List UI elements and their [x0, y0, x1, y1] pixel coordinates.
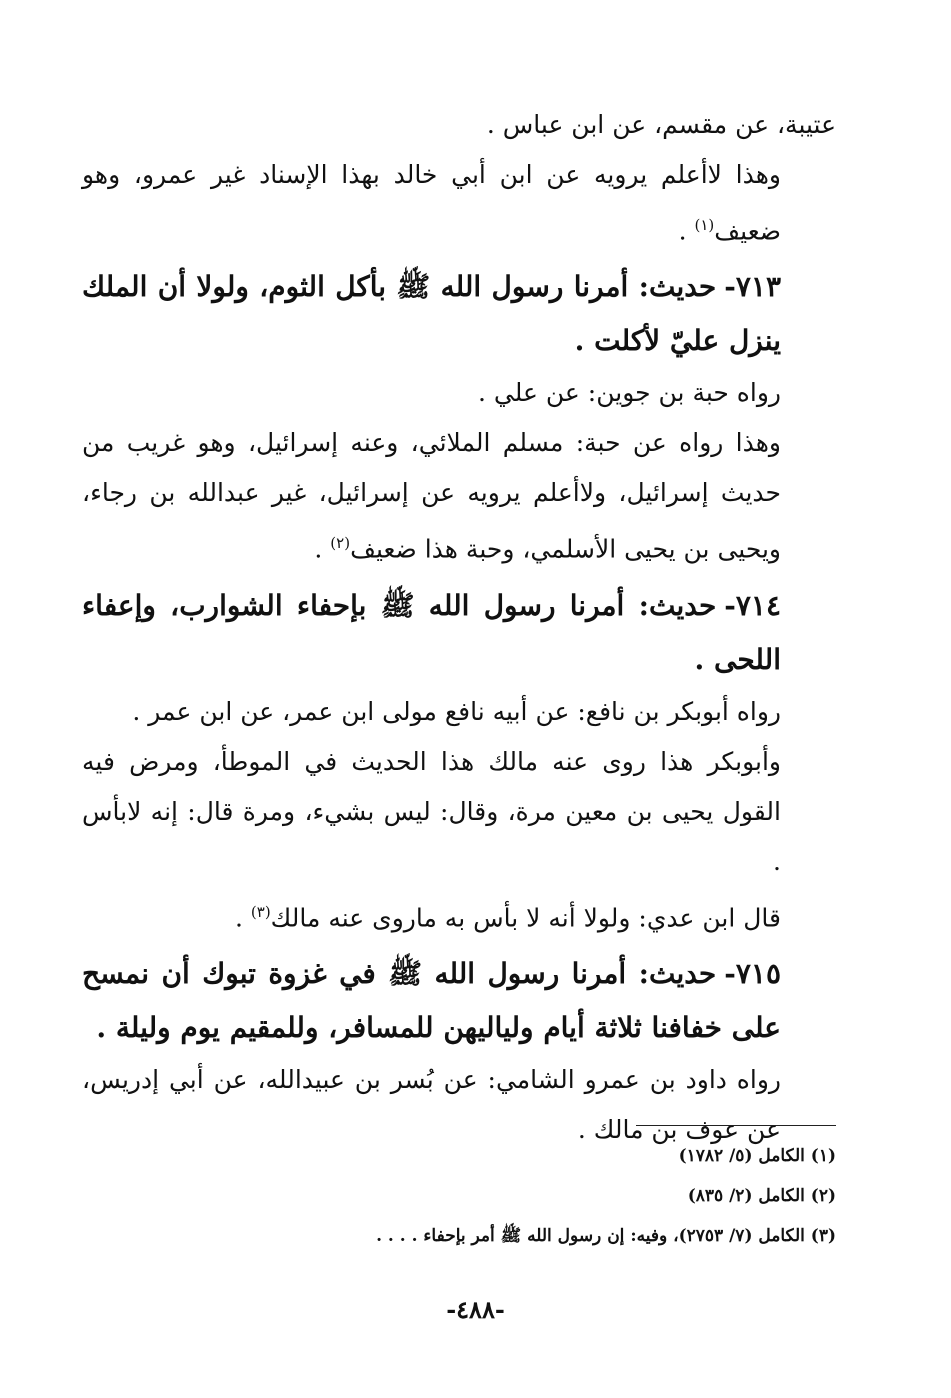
- footnotes: [86, 1125, 836, 1256]
- hadith-number: ٧١٥-: [724, 956, 781, 990]
- hadith-number: ٧١٣-: [724, 270, 781, 304]
- hadith-heading-715: [82, 947, 836, 1055]
- text: رواه داود بن عمرو الشامي: عن بُسر بن عبيدالله، عن أبي إدريس، عن عوف بن مالك .: [82, 1064, 781, 1144]
- paragraph-commentary: [82, 150, 836, 256]
- paragraph-continuation: [82, 100, 836, 150]
- footnote-item: (١) الكامل (٥/ ١٧٨٢): [678, 1146, 836, 1166]
- text: رواه حبة بن جوين: عن علي .: [478, 378, 781, 408]
- footnote-item: (٢) الكامل (٢/ ٨٣٥): [687, 1186, 836, 1206]
- text: .: [678, 216, 695, 246]
- text: وأبوبكر هذا روى عنه مالك هذا الحديث في الموطأ، ومرض فيه القول يحيى بن معين مرة، وقال: ليس بشيء، ومرة قال: إنه لابأس .: [82, 746, 781, 876]
- hadith-heading-714: [82, 579, 836, 687]
- text: وهذا لاأعلم يرويه عن ابن أبي خالد بهذا الإسناد غير عمرو، وهو ضعيف: [82, 160, 781, 246]
- footnote-ref[interactable]: (٣): [250, 902, 271, 921]
- footnote-ref[interactable]: (٢): [330, 534, 351, 553]
- hadith-heading-713: [82, 260, 836, 368]
- hadith-text: حديث: أمرنا رسول الله ﷺ بإحفاء الشوارب، وإعفاء اللحى .: [82, 588, 781, 676]
- footnote-ref[interactable]: (١): [694, 216, 715, 234]
- text-line: عتيبة، عن مقسم، عن ابن عباس .: [486, 110, 836, 139]
- paragraph-narration: [82, 368, 836, 418]
- paragraph-commentary: [82, 887, 836, 943]
- text: قال ابن عدي: ولولا أنه لا بأس به ماروى عنه مالك: [270, 902, 781, 932]
- text: رواه أبوبكر بن نافع: عن أبيه نافع مولى ابن عمر، عن ابن عمر .: [132, 696, 781, 726]
- hadith-number: ٧١٤-: [724, 588, 781, 622]
- text: .: [314, 534, 331, 564]
- paragraph-narration: [82, 687, 836, 737]
- page-number: -٤٨٨-: [446, 1295, 505, 1324]
- paragraph-commentary: [82, 418, 836, 574]
- footnote-divider: [636, 1125, 836, 1126]
- hadith-text: حديث: أمرنا رسول الله ﷺ بأكل الثوم، ولولا أن الملك ينزل عليّ لأكلت .: [82, 270, 781, 358]
- paragraph-commentary: [82, 737, 836, 887]
- footnote-item: (٣) الكامل (٧/ ٢٧٥٣)، وفيه: إن رسول الله ﷺ أمر بإحفاء . . . .: [376, 1226, 836, 1246]
- text: .: [234, 902, 251, 932]
- text: وهذا رواه عن حبة: مسلم الملائي، وعنه إسرائيل، وهو غريب من حديث إسرائيل، ولاأعلم يرويه عن إسرائيل، غير عبدالله بن رجاء، ويحيى بن يحيى الأسلمي، وحبة هذا ضعيف: [82, 428, 781, 564]
- hadith-text: حديث: أمرنا رسول الله ﷺ في غزوة تبوك أن نمسح على خفافنا ثلاثة أيام ولياليهن للمسافر، وللمقيم يوم وليلة .: [82, 956, 781, 1044]
